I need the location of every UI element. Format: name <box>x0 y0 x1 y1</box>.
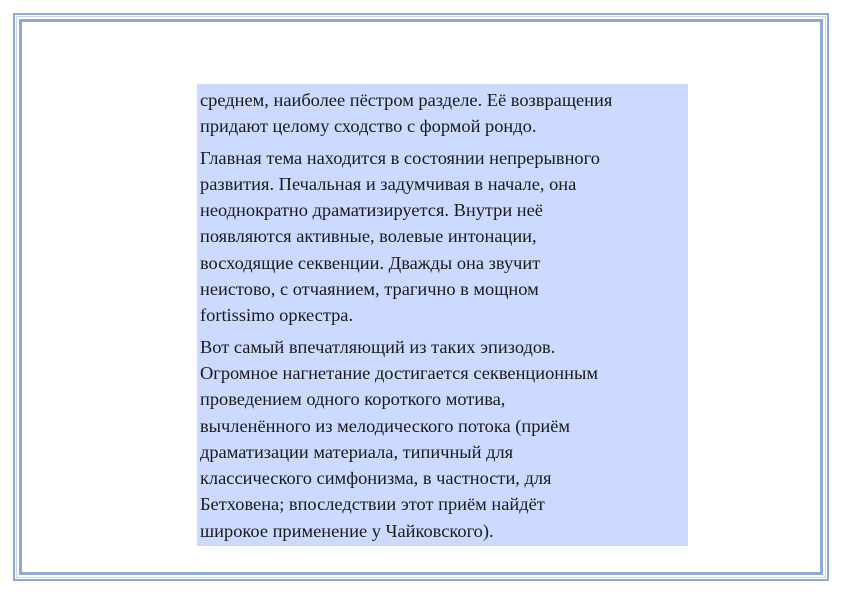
paragraph-rondo: среднем, наиболее пёстром разделе. Её возвращения придают целому сходство с формой рондо. <box>200 90 613 137</box>
paragraph-episode: Вот самый впечатляющий из таких эпизодов. Огромное нагнетание достигается секвенционным проведением одного короткого мотива, вычленённого из мелодического потока (приём драматизации материала, типичный для классического симфонизма, в частности, для Бетховена; впоследствии этот приём найдёт широкое применение у Чайковского). <box>200 336 598 541</box>
text-block <box>197 84 688 546</box>
paragraph-main-theme: Главная тема находится в состоянии непрерывного развития. Печальная и задумчивая в начале, она неоднократно драматизируется. Внутри неё появляются активные, волевые интонации, восходящие секвенции. Дважды она звучит неистово, с отчаянием, трагично в мощном fortissimo оркестра. <box>200 147 600 326</box>
